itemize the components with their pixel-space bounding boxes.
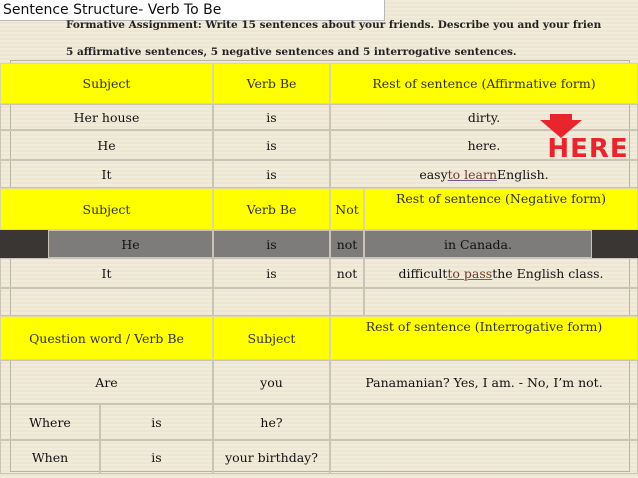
aff-row1-subject: Her house (0, 104, 213, 130)
instruction-line-2: 5 affirmative sentences, 5 negative sentences and 5 interrogative sentences. (66, 46, 517, 58)
neg-row2-rest (364, 258, 638, 288)
aff-row2-subject: He (0, 130, 213, 160)
int-row3-rest (330, 440, 638, 474)
neg-row3-verb (213, 288, 330, 316)
instruction-line-1: Formative Assignment: Write 15 sentences about your friends. Describe you and your frien (66, 19, 602, 31)
aff-row3-rest-underlined: to learn (447, 166, 498, 182)
neg-header-not: Not (330, 188, 364, 230)
aff-row3-rest-pre: easy (419, 166, 448, 182)
int-row2-qword: Where (0, 404, 100, 440)
neg-row1-not: not (330, 230, 364, 258)
aff-row1-verb: is (213, 104, 330, 130)
aff-row1-rest: dirty. (330, 104, 638, 130)
int-header-subject: Subject (213, 316, 330, 360)
neg-row2-rest-underlined: to pass (447, 265, 493, 281)
neg-row2-subject: It (0, 258, 213, 288)
int-row1-rest: Panamanian? Yes, I am. - No, I’m not. (330, 360, 638, 404)
aff-header-verb: Verb Be (213, 63, 330, 104)
int-row2-subject: he? (213, 404, 330, 440)
aff-row3-rest (330, 160, 638, 188)
int-row2-rest (330, 404, 638, 440)
aff-header-rest: Rest of sentence (Affirmative form) (330, 63, 638, 104)
int-header-rest: Rest of sentence (Interrogative form) (330, 316, 638, 360)
aff-row3-subject: It (0, 160, 213, 188)
int-row1-subject: you (213, 360, 330, 404)
aff-header-subject: Subject (0, 63, 213, 104)
neg-row2-rest-post: the English class. (492, 265, 604, 281)
neg-header-verb: Verb Be (213, 188, 330, 230)
neg-row1-verb: is (213, 230, 330, 258)
neg-row3-subject (0, 288, 213, 316)
int-row2-verb: is (100, 404, 213, 440)
neg-row3-rest (364, 288, 638, 316)
neg-row1-rest: in Canada. (364, 230, 592, 258)
slide-title: Sentence Structure- Verb To Be (0, 0, 385, 21)
int-header-qword-verb: Question word / Verb Be (0, 316, 213, 360)
int-row3-verb: is (100, 440, 213, 474)
aff-row2-verb: is (213, 130, 330, 160)
int-row1-qword-verb: Are (0, 360, 213, 404)
aff-row3-verb: is (213, 160, 330, 188)
neg-row2-verb: is (213, 258, 330, 288)
here-text: HERE (547, 134, 629, 160)
int-row3-subject: your birthday? (213, 440, 330, 474)
here-stamp (538, 112, 638, 160)
aff-row2-rest: here. (330, 130, 638, 160)
neg-header-rest: Rest of sentence (Negative form) (364, 188, 638, 230)
neg-row2-rest-pre: difficult (398, 265, 448, 281)
neg-header-subject: Subject (0, 188, 213, 230)
int-row3-qword: When (0, 440, 100, 474)
neg-row3-not (330, 288, 364, 316)
aff-row3-rest-post: English. (497, 166, 549, 182)
neg-row2-not: not (330, 258, 364, 288)
neg-row1-subject: He (48, 230, 213, 258)
